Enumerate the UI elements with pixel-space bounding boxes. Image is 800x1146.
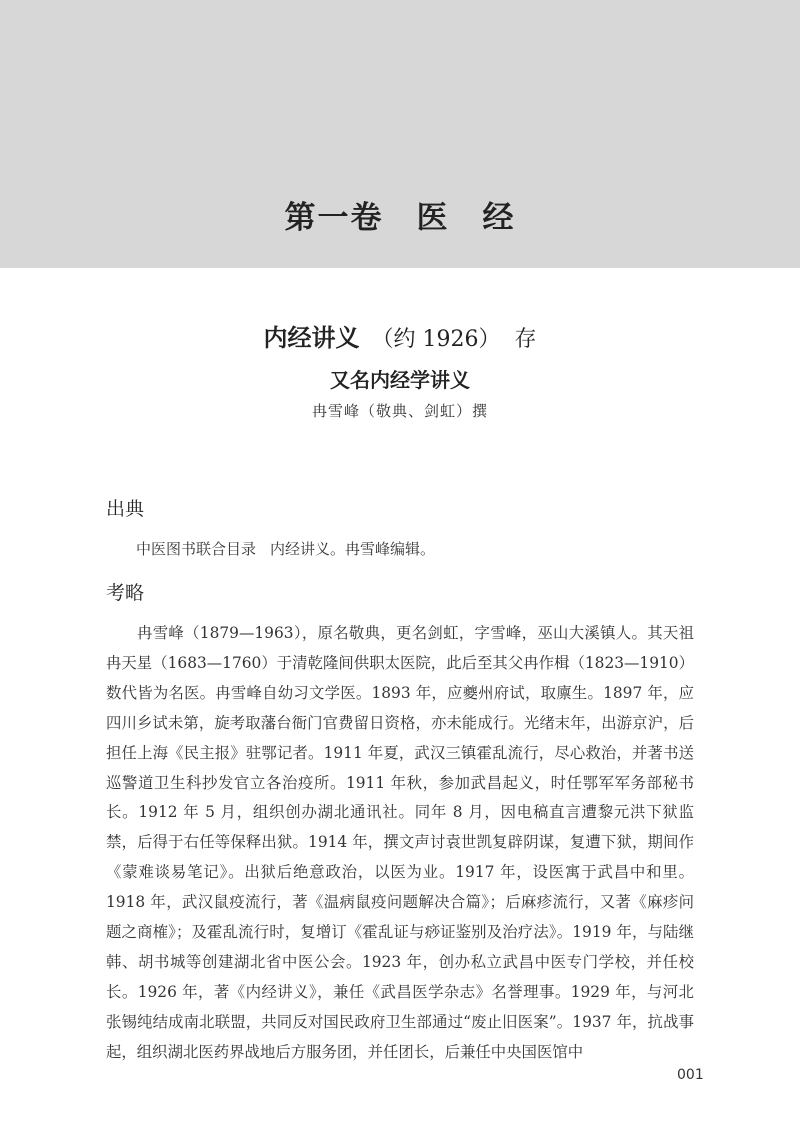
book-status: 存	[514, 327, 537, 352]
source-heading: 出典	[106, 498, 145, 520]
book-title-year: （约 1926）	[371, 327, 501, 352]
source-line	[136, 538, 435, 559]
notes-heading: 考略	[106, 582, 145, 604]
source-catalog: 中医图书联合目录	[136, 540, 257, 558]
book-title-name: 内经讲义	[263, 324, 360, 352]
volume-title: 第一卷 医 经	[284, 200, 516, 236]
book-title	[0, 318, 800, 353]
volume-banner	[0, 0, 800, 268]
alternate-name: 又名内经学讲义	[330, 368, 470, 392]
page-number: 001	[677, 1067, 704, 1083]
source-text: 内经讲义。冉雪峰编辑。	[270, 540, 436, 558]
notes-body-text: 冉雪峰（1879—1963），原名敬典，更名剑虹，字雪峰，巫山大溪镇人。其天祖冉天星（1683—1760）于清乾隆间供职太医院，此后至其父冉作楫（1823—1910）数代皆为名医。冉雪峰自幼习文学医。1893 年，应夔州府试，取廪生。1897 年，应四川乡试未第，旋考取藩台衙门官费留日资格，亦未能成行。光绪末年，出游京沪，后担任上海《民主报》驻鄂记者。1911 年夏，武汉三镇霍乱流行，尽心救治，并著书送巡警道卫生科抄发官立各治疫所。1911 年秋，参加武昌起义，时任鄂军军务部秘书长。1912 年 5 月，组织创办湖北通讯社。同年 8 月，因电稿直言遭黎元洪下狱监禁，后得于右任等保释出狱。1914 年，撰文声讨袁世凯复辟阴谋，复遭下狱，期间作《蒙难谈易笔记》。出狱后绝意政治，以医为业。1917 年，设医寓于武昌中和里。1918 年，武汉鼠疫流行，著《温病鼠疫问题解决合篇》；后麻疹流行，又著《麻疹问题之商榷》；及霍乱流行时，复增订《霍乱证与痧证鉴别及治疗法》。1919 年，与陆继韩、胡书城等创建湖北省中医公会。1923 年，创办私立武昌中医专门学校，并任校长。1926 年，著《内经讲义》，兼任《武昌医学杂志》名誉理事。1929 年，与河北张锡纯结成南北联盟，共同反对国民政府卫生部通过“废止旧医案”。1937 年，抗战事起，组织湖北医药界战地后方服务团，并任团长，后兼任中央国医馆中	[106, 624, 694, 1061]
author-line: 冉雪峰（敬典、剑虹）撰	[311, 402, 488, 420]
